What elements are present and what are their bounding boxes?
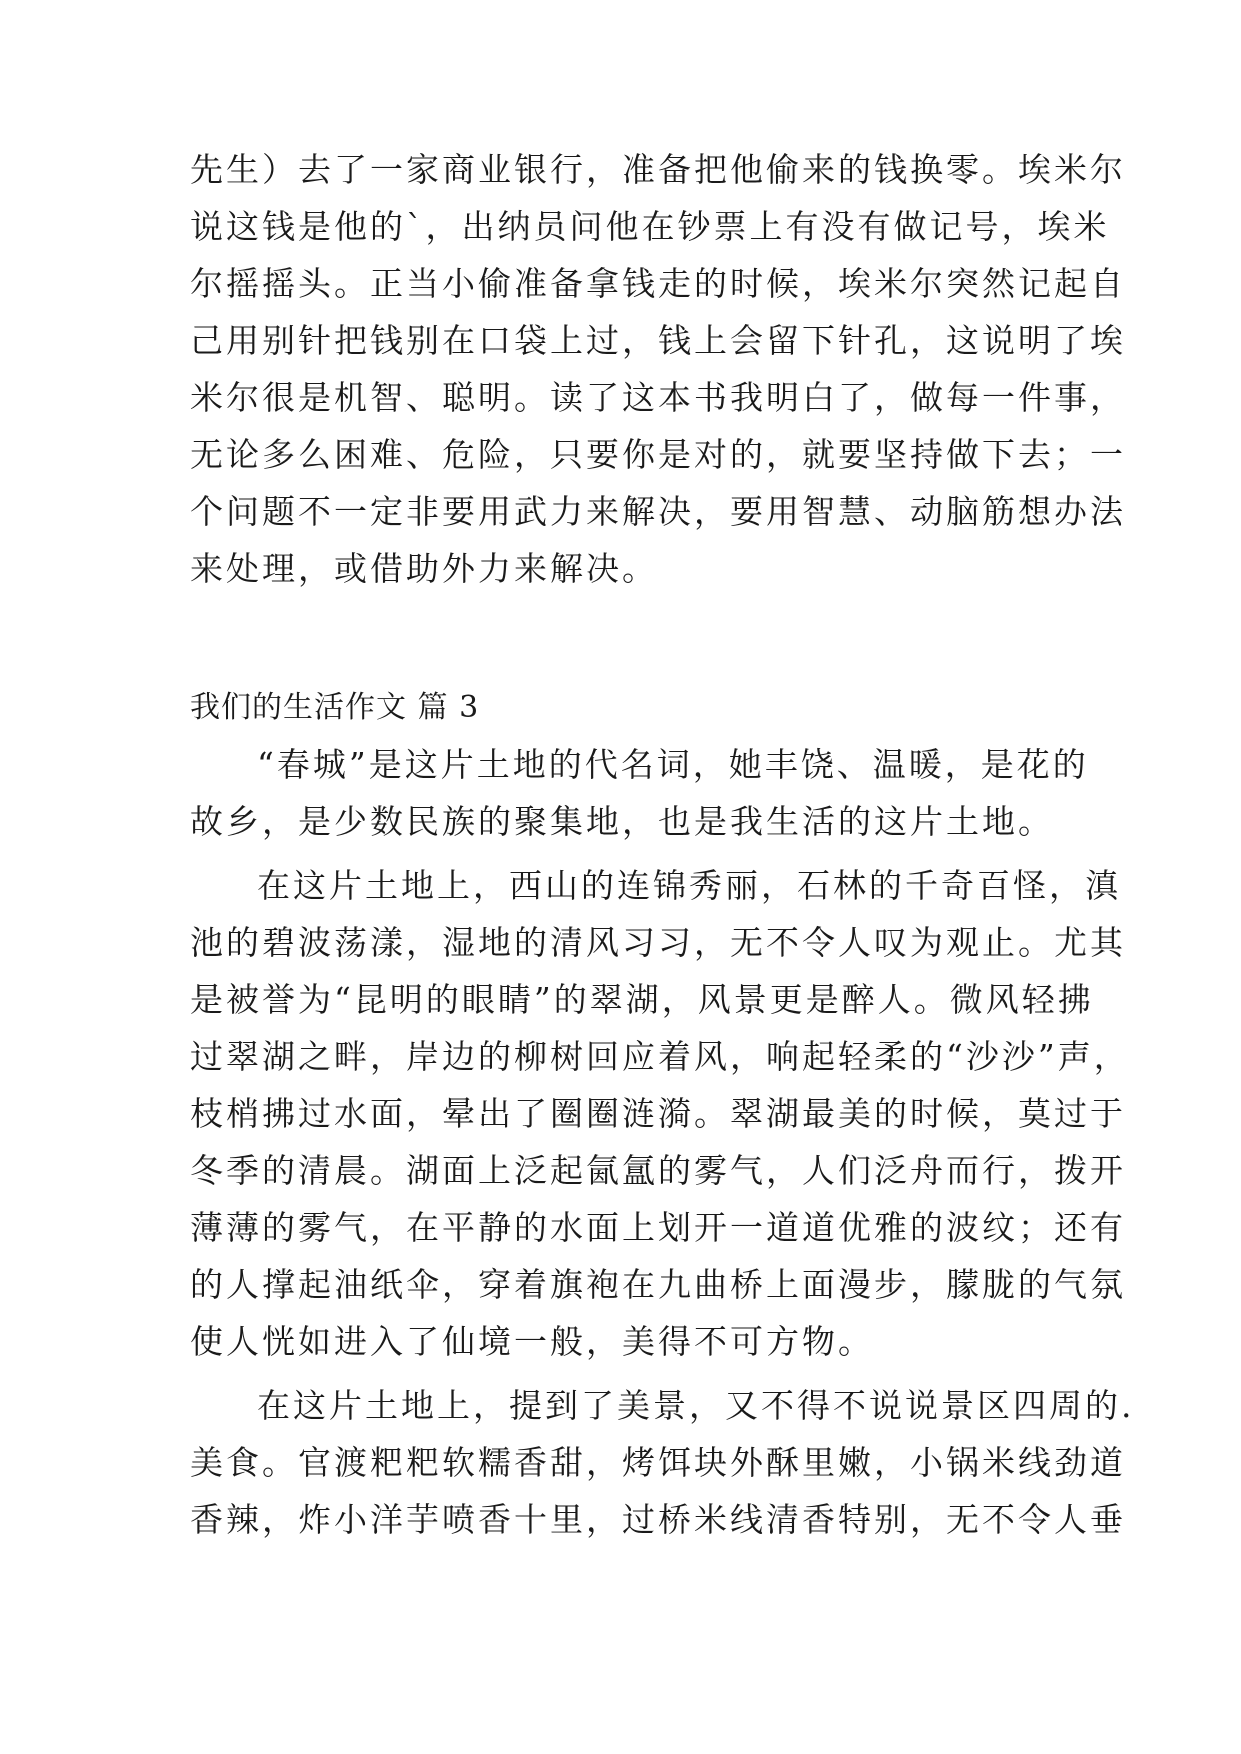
text-line: 香辣，炸小洋芋喷香十里，过桥米线清香特别，无不令人垂: [190, 1500, 1126, 1539]
text-line: 来处理，或借助外力来解决。: [190, 549, 658, 588]
paragraph-first-line: 在这片土地上，西山的连锦秀丽，石林的千奇百怪，滇: [257, 866, 1121, 905]
text-line: 的人撑起油纸伞，穿着旗袍在九曲桥上面漫步，朦胧的气氛: [190, 1265, 1126, 1304]
section-heading: 我们的生活作文 篇 3: [190, 690, 480, 725]
text-line: 无论多么困难、危险，只要你是对的，就要坚持做下去；一: [190, 435, 1126, 474]
text-line: 美食。官渡粑粑软糯香甜，烤饵块外酥里嫩，小锅米线劲道: [190, 1443, 1126, 1482]
text-line: 过翠湖之畔，岸边的柳树回应着风，响起轻柔的“沙沙”声，: [190, 1037, 1130, 1076]
text-line: 先生）去了一家商业银行，准备把他偷来的钱换零。埃米尔: [190, 150, 1126, 189]
text-line: 个问题不一定非要用武力来解决，要用智慧、动脑筋想办法: [190, 492, 1126, 531]
text-line: 己用别针把钱别在口袋上过，钱上会留下针孔，这说明了埃: [190, 321, 1126, 360]
text-line: 尔摇摇头。正当小偷准备拿钱走的时候，埃米尔突然记起自: [190, 264, 1126, 303]
text-line: 米尔很是机智、聪明。读了这本书我明白了，做每一件事，: [190, 378, 1126, 417]
text-line: 冬季的清晨。湖面上泛起氤氲的雾气，人们泛舟而行，拨开: [190, 1151, 1126, 1190]
text-line: 是被誉为“昆明的眼睛”的翠湖，风景更是醉人。微风轻拂: [190, 980, 1094, 1019]
text-line: 说这钱是他的`，出纳员问他在钞票上有没有做记号，埃米: [190, 207, 1110, 246]
text-line: 池的碧波荡漾，湿地的清风习习，无不令人叹为观止。尤其: [190, 923, 1126, 962]
text-line: 薄薄的雾气，在平静的水面上划开一道道优雅的波纹；还有: [190, 1208, 1126, 1247]
paragraph-first-line: 在这片土地上，提到了美景，又不得不说说景区四周的.: [257, 1386, 1135, 1425]
text-line: 使人恍如进入了仙境一般，美得不可方物。: [190, 1322, 874, 1361]
text-line: 枝梢拂过水面，晕出了圈圈涟漪。翠湖最美的时候，莫过于: [190, 1094, 1126, 1133]
paragraph-first-line: “春城”是这片土地的代名词，她丰饶、温暖，是花的: [257, 745, 1089, 784]
text-line: 故乡，是少数民族的聚集地，也是我生活的这片土地。: [190, 802, 1054, 841]
